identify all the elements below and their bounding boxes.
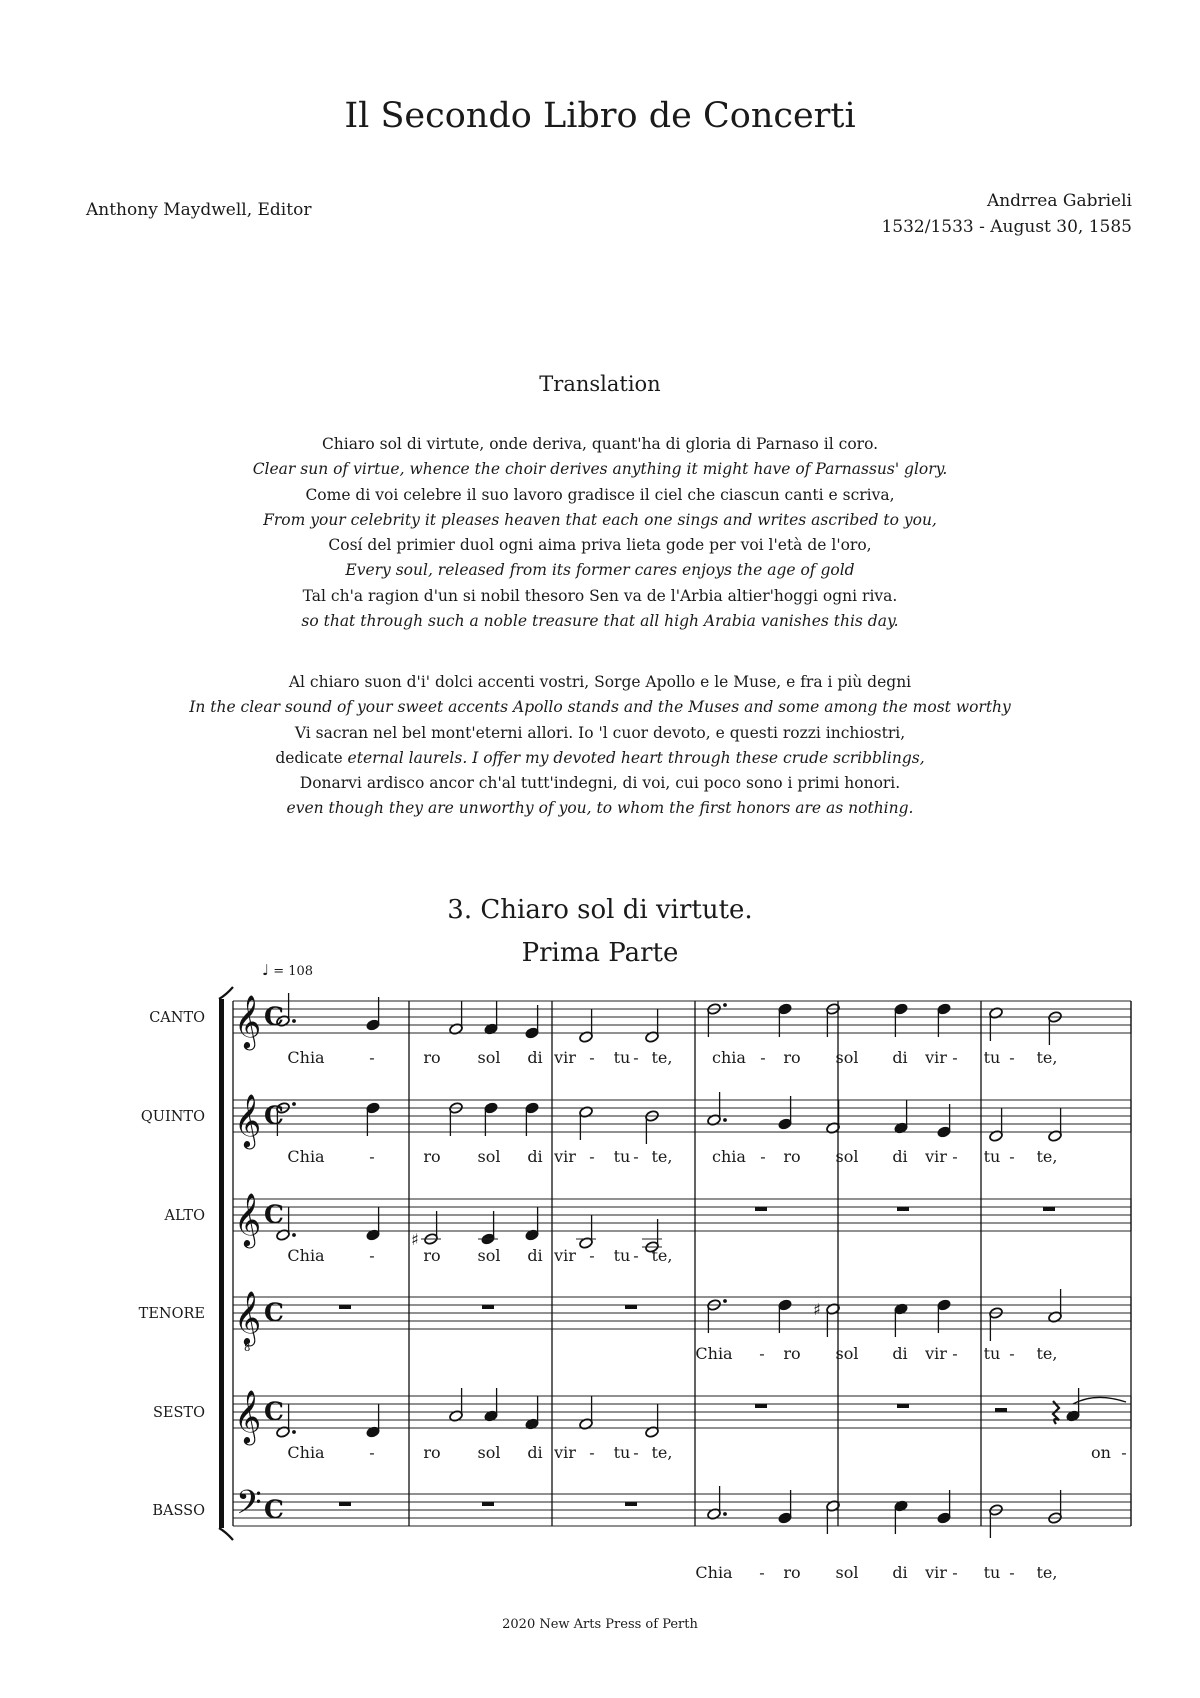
octave-8-icon: 8 — [244, 1343, 251, 1354]
dot — [292, 1430, 296, 1434]
treble-clef-icon: 𝄞 — [234, 1093, 262, 1147]
lyric-syllable: - — [369, 1147, 375, 1166]
lyric-syllable: sol — [477, 1048, 501, 1067]
verse-line: From your celebrity it pleases heaven that each one sings and writes ascribed to you, — [263, 510, 937, 529]
lyric-syllable: di — [892, 1344, 908, 1363]
lyric-syllable: vir — [554, 1147, 576, 1166]
lyric-syllable: - — [1009, 1147, 1015, 1166]
lyric-syllable: di — [527, 1443, 543, 1462]
quarter-note-icon: ♩ — [262, 961, 270, 979]
bracket-hook-top — [219, 987, 233, 999]
lyric-syllable: - — [369, 1246, 375, 1265]
bracket-hook-bottom — [219, 1528, 233, 1540]
lyric-syllable: ro — [423, 1443, 441, 1462]
lyric-syllable: Chia — [287, 1048, 325, 1067]
lyric-syllable: ro — [783, 1563, 801, 1582]
lyric-syllable: di — [527, 1048, 543, 1067]
lyric-syllable: tu — [613, 1147, 631, 1166]
bass-clef-icon: 𝄢 — [236, 1484, 262, 1530]
lyric-syllable: te, — [1036, 1344, 1058, 1363]
whole-rest — [755, 1404, 767, 1408]
verse-line: Every soul, released from its former cares enjoys the age of gold — [345, 561, 855, 580]
lyric-syllable: sol — [477, 1147, 501, 1166]
lyric-syllable: tu — [983, 1344, 1001, 1363]
lyric-syllable: - — [633, 1147, 639, 1166]
staff-quinto — [141, 1092, 1131, 1166]
lyric-syllable: - — [633, 1443, 639, 1462]
time-signature: C — [264, 1298, 284, 1327]
translation-heading: Translation — [539, 372, 661, 396]
lyric-syllable: - — [760, 1048, 766, 1067]
whole-rest — [1043, 1207, 1055, 1211]
lyric-syllable: vir — [925, 1147, 947, 1166]
lyric-syllable: on — [1091, 1443, 1111, 1462]
lyric-syllable: - — [589, 1443, 595, 1462]
lyric-syllable: di — [527, 1246, 543, 1265]
staff-alto — [164, 1192, 1131, 1265]
lyric-syllable: tu — [613, 1048, 631, 1067]
lyric-syllable: sol — [835, 1344, 859, 1363]
verse-line: Come di voi celebre il suo lavoro gradisce il ciel che ciascun canti e scriva, — [305, 485, 895, 504]
sharp-icon: ♯ — [411, 1230, 419, 1249]
lyric-syllable: sol — [477, 1443, 501, 1462]
lyric-syllable: di — [892, 1048, 908, 1067]
lyric-syllable: sol — [835, 1048, 859, 1067]
sharp-icon: ♯ — [813, 1300, 821, 1319]
lyric-syllable: di — [527, 1147, 543, 1166]
lyric-syllable: Chia — [287, 1443, 325, 1462]
lyric-syllable: te, — [651, 1443, 673, 1462]
editor-credit: Anthony Maydwell, Editor — [86, 200, 312, 220]
lyric-syllable: Chia — [695, 1563, 733, 1582]
lyric-syllable: tu — [613, 1246, 631, 1265]
lyric-syllable: te, — [651, 1147, 673, 1166]
dot — [292, 1019, 296, 1023]
verse-line: Cosí del primier duol ogni aima priva lieta gode per voi l'età de l'oro, — [328, 536, 872, 555]
lyric-syllable: te, — [1036, 1048, 1058, 1067]
lyric-syllable: Chia — [287, 1147, 325, 1166]
whole-rest — [755, 1207, 767, 1211]
time-signature: C — [264, 1397, 284, 1426]
time-signature: C — [264, 1200, 284, 1229]
lyric-syllable: - — [1009, 1344, 1015, 1363]
treble-clef-icon: 𝄞 — [234, 1290, 262, 1344]
composer-dates: 1532/1533 - August 30, 1585 — [881, 217, 1132, 237]
lyric-syllable: ro — [423, 1147, 441, 1166]
tempo-label: = 108 — [273, 964, 314, 979]
treble-clef-icon: 𝄞 — [234, 1192, 262, 1246]
staff-sesto — [153, 1388, 1131, 1462]
lyric-syllable: chia — [712, 1048, 746, 1067]
whole-rest — [482, 1305, 494, 1309]
whole-rest — [897, 1404, 909, 1408]
verse-line: so that through such a noble treasure that all high Arabia vanishes this day. — [301, 612, 899, 631]
dot — [723, 1299, 727, 1303]
lyric-syllable: vir — [554, 1246, 576, 1265]
verse-line: Donarvi ardisco ancor ch'al tutt'indegni, di voi, cui poco sono i primi honori. — [299, 774, 901, 793]
verse-line: Tal ch'a ragion d'un si nobil thesoro Sen va de l'Arbia altier'hoggi ogni riva. — [302, 586, 898, 605]
time-signature: C — [264, 1495, 284, 1524]
lyric-syllable: ro — [423, 1246, 441, 1265]
piece-part: Prima Parte — [521, 938, 679, 968]
lyric-syllable: - — [952, 1048, 958, 1067]
whole-rest — [625, 1502, 637, 1506]
staff-canto — [149, 993, 1131, 1067]
lyric-syllable: te, — [1036, 1563, 1058, 1582]
dot — [723, 1003, 727, 1007]
dot — [723, 1118, 727, 1122]
lyric-syllable: Chia — [695, 1344, 733, 1363]
whole-rest — [339, 1502, 351, 1506]
instrument-name: CANTO — [149, 1010, 205, 1026]
lyric-syllable: - — [759, 1563, 765, 1582]
verse-line: Vi sacran nel bel mont'eterni allori. Io 'l cuor devoto, e questi rozzi inchiostri, — [294, 723, 906, 742]
lyric-syllable: vir — [554, 1048, 576, 1067]
lyric-syllable: - — [369, 1443, 375, 1462]
whole-rest — [625, 1305, 637, 1309]
tie — [1073, 1397, 1126, 1404]
verse-line-italic: eternal laurels. I offer my devoted heart through these crude scribblings, — [347, 748, 925, 767]
lyric-syllable: ro — [783, 1048, 801, 1067]
lyric-syllable: di — [892, 1563, 908, 1582]
lyric-syllable: te, — [1036, 1147, 1058, 1166]
lyric-syllable: te, — [651, 1048, 673, 1067]
lyric-syllable: - — [1121, 1443, 1127, 1462]
lyric-syllable: - — [589, 1147, 595, 1166]
lyric-syllable: - — [633, 1048, 639, 1067]
verse-line: Clear sun of virtue, whence the choir derives anything it might have of Parnassus' glory. — [252, 460, 948, 479]
lyric-syllable: chia — [712, 1147, 746, 1166]
lyric-syllable: - — [759, 1344, 765, 1363]
verse-line: Al chiaro suon d'i' dolci accenti vostri, Sorge Apollo e le Muse, e fra i più degni — [288, 673, 912, 691]
treble-clef-icon: 𝄞 — [234, 994, 262, 1048]
lyric-syllable: - — [952, 1344, 958, 1363]
lyric-syllable: - — [760, 1147, 766, 1166]
instrument-name: SESTO — [152, 1405, 205, 1421]
lyric-syllable: Chia — [287, 1246, 325, 1265]
lyric-syllable: te, — [651, 1246, 673, 1265]
lyric-syllable: - — [1009, 1563, 1015, 1582]
verse-line: In the clear sound of your sweet accents Apollo stands and the Muses and some among the most worthy — [189, 698, 1011, 717]
system-bracket — [219, 999, 224, 1528]
verse-line: even though they are unworthy of you, to whom the first honors are as nothing. — [286, 799, 914, 818]
whole-rest — [339, 1305, 351, 1309]
lyric-syllable: sol — [477, 1246, 501, 1265]
staff-tenore — [139, 1289, 1131, 1363]
dot — [292, 1233, 296, 1237]
whole-rest — [482, 1502, 494, 1506]
time-signature: C — [264, 1101, 284, 1130]
lyric-syllable: - — [589, 1246, 595, 1265]
lyric-syllable: ro — [783, 1147, 801, 1166]
lyric-syllable: - — [952, 1563, 958, 1582]
piece-title: 3. Chiaro sol di virtute. — [447, 895, 753, 925]
instrument-name: BASSO — [152, 1503, 205, 1519]
lyric-syllable: sol — [835, 1147, 859, 1166]
footer: 2020 New Arts Press of Perth — [502, 1617, 698, 1632]
composer-name: Andrrea Gabrieli — [986, 191, 1132, 211]
whole-rest — [897, 1207, 909, 1211]
lyric-syllable: - — [369, 1048, 375, 1067]
lyric-syllable: vir — [554, 1443, 576, 1462]
lyric-syllable: tu — [983, 1147, 1001, 1166]
lyric-syllable: - — [633, 1246, 639, 1265]
half-rest — [995, 1408, 1007, 1412]
lyric-syllable: vir — [925, 1563, 947, 1582]
lyric-syllable: ro — [783, 1344, 801, 1363]
lyric-syllable: vir — [925, 1048, 947, 1067]
page-title: Il Secondo Libro de Concerti — [344, 96, 856, 136]
lyric-syllable: - — [952, 1147, 958, 1166]
lyric-syllable: tu — [983, 1048, 1001, 1067]
instrument-name: QUINTO — [140, 1109, 205, 1125]
instrument-name: TENORE — [138, 1306, 205, 1322]
lyric-syllable: tu — [613, 1443, 631, 1462]
treble-clef-icon: 𝄞 — [234, 1389, 262, 1443]
lyric-syllable: - — [1009, 1048, 1015, 1067]
dot — [723, 1512, 727, 1516]
lyric-syllable: - — [589, 1048, 595, 1067]
lyric-syllable: sol — [835, 1563, 859, 1582]
lyric-syllable: ro — [423, 1048, 441, 1067]
staff-basso — [152, 1484, 1131, 1582]
verse-line-normal: dedicate — [275, 748, 348, 767]
lyric-syllable: vir — [925, 1344, 947, 1363]
dot — [292, 1102, 296, 1106]
verse-line: Chiaro sol di virtute, onde deriva, quant'ha di gloria di Parnaso il coro. — [321, 435, 879, 453]
time-signature: C — [264, 1002, 284, 1031]
lyric-syllable: tu — [983, 1563, 1001, 1582]
lyric-syllable: di — [892, 1147, 908, 1166]
instrument-name: ALTO — [164, 1208, 205, 1224]
